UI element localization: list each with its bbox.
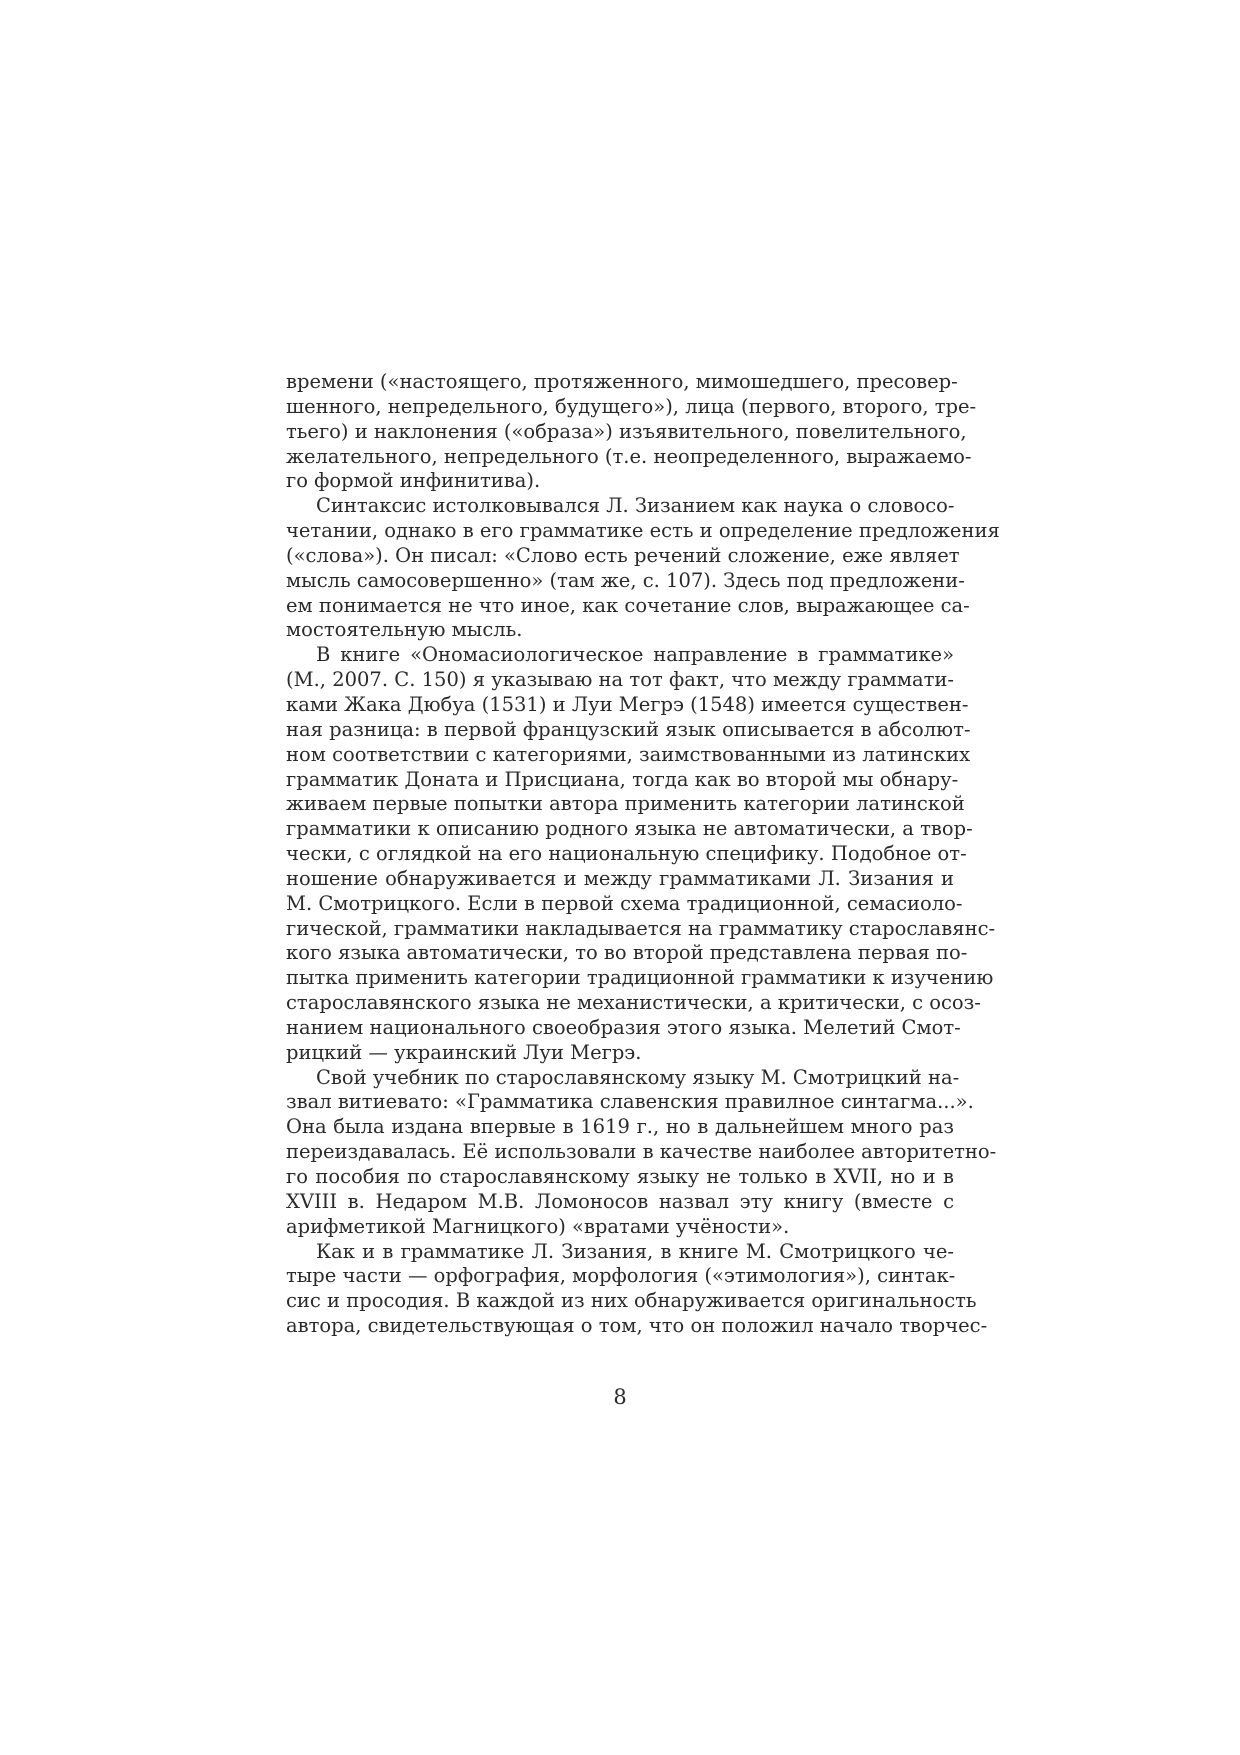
text-line: времени («настоящего, протяженного, мимошедшего, пресовер-	[286, 370, 958, 393]
text-line: мысль самосовершенно» (там же, с. 107). Здесь под предложени-	[286, 568, 965, 592]
text-line: шенного, непредельного, будущего»), лица (первого, второго, тре-	[286, 394, 977, 418]
page-number: 8	[613, 1385, 627, 1409]
text-line: Как и в грамматике Л. Зизания, в книге М. Смотрицкого че-	[316, 1239, 954, 1263]
text-line: тьего) и наклонения («образа») изъявительного, повелительного,	[286, 419, 967, 443]
paragraph	[286, 494, 1000, 643]
text-line: Она была издана впервые в 1619 г., но в дальнейшем много раз	[286, 1115, 954, 1139]
text-line: живаем первые попытки автора применить категории латинской	[286, 792, 965, 816]
text-line: четании, однако в его грамматике есть и определение предложения	[286, 519, 1000, 543]
text-line: («слова»). Он писал: «Слово есть речений сложение, еже являет	[286, 543, 960, 567]
text-line: чески, с оглядкой на его национальную специфику. Подобное от-	[286, 842, 967, 866]
text-line: Свой учебник по старославянскому языку М. Смотрицкий на-	[316, 1065, 960, 1089]
text-line: ная разница: в первой французский язык описывается в абсолют-	[286, 717, 971, 741]
text-line: грамматики к описанию родного языка не автоматически, а твор-	[286, 817, 973, 841]
text-line: гической, грамматики накладывается на грамматику старославянс-	[286, 916, 996, 940]
paragraph	[286, 1239, 988, 1339]
text-line: переиздавалась. Её использовали в качестве наиболее авторитетно-	[286, 1140, 997, 1164]
text-line: автора, свидетельствующая о том, что он положил начало творчес-	[286, 1314, 988, 1338]
text-line: XVIII в. Недаром М.В. Ломоносов назвал эту книгу (вместе с	[286, 1189, 954, 1213]
text-line: ем понимается не что иное, как сочетание слов, выражающее са-	[286, 593, 970, 617]
text-line: тыре части — орфография, морфология («этимология»), синтак-	[286, 1264, 956, 1288]
text-line: арифметикой Магницкого) «вратами учёности».	[286, 1214, 790, 1238]
text-line: старославянского языка не механистически, а критически, с осоз-	[286, 991, 981, 1015]
text-line: грамматик Доната и Присциана, тогда как во второй мы обнару-	[286, 767, 959, 791]
text-line: рицкий — украинский Луи Мегрэ.	[286, 1040, 642, 1064]
text-line: го пособия по старославянскому языку не только в XVII, но и в	[286, 1165, 954, 1188]
body-text	[286, 370, 1000, 1339]
text-line: желательного, непредельного (т.е. неопределенного, выражаемо-	[286, 444, 972, 468]
text-line: пытка применить категории традиционной грамматики к изучению	[286, 966, 994, 990]
paragraph	[286, 1065, 997, 1240]
text-line: кого языка автоматически, то во второй представлена первая по-	[286, 941, 968, 965]
paragraph	[286, 370, 977, 494]
text-line: М. Смотрицкого. Если в первой схема традиционной, семасиоло-	[286, 891, 963, 915]
text-line: сис и просодия. В каждой из них обнаруживается оригинальность	[286, 1289, 977, 1313]
text-line: В книге «Ономасиологическое направление в грамматике»	[316, 643, 954, 667]
paragraph	[286, 643, 996, 1065]
text-line: ношение обнаруживается и между грамматиками Л. Зизания и	[286, 866, 954, 890]
text-line: мостоятельную мысль.	[286, 618, 523, 642]
text-line: го формой инфинитива).	[286, 469, 541, 493]
text-line: звал витиевато: «Грамматика славенския правилное синтагма...».	[286, 1090, 974, 1114]
text-line: нанием национального своеобразия этого языка. Мелетий Смот-	[286, 1015, 961, 1039]
text-line: ном соответствии с категориями, заимствованными из латинских	[286, 742, 971, 766]
text-line: (М., 2007. С. 150) я указываю на тот факт, что между граммати-	[286, 668, 954, 692]
text-line: Синтаксис истолковывался Л. Зизанием как наука о словосо-	[316, 494, 955, 518]
text-line: ками Жака Дюбуа (1531) и Луи Мегрэ (1548) имеется существен-	[286, 692, 969, 716]
